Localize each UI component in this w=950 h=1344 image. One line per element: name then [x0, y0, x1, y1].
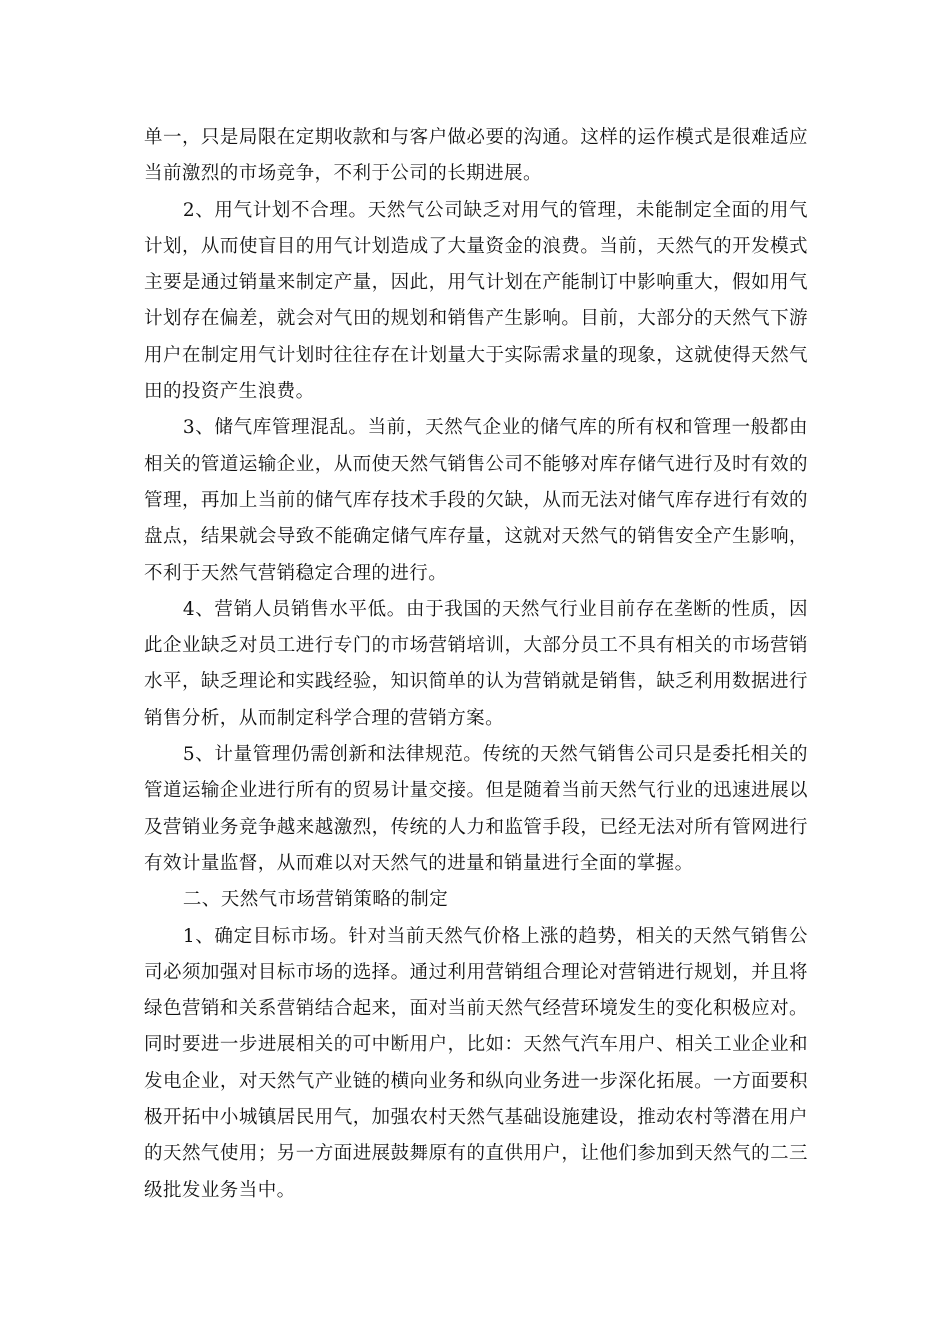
paragraph-target-market: 1、确定目标市场。针对当前天然气价格上涨的趋势，相关的天然气销售公司必须加强对目标市场的选择。通过利用营销组合理论对营销进行规划，并且将绿色营销和关系营销结合起来，面对当前天然气经营环境发生的变化积极应对。同时要进一步进展相关的可中断用户，比如：天然气汽车用户、相关工业企业和发电企业，对天然气产业链的横向业务和纵向业务进一步深化拓展。一方面要积极开拓中小城镇居民用气，加强农村天然气基础设施建设，推动农村等潜在用户的天然气使用；另一方面进展鼓舞原有的直供用户，让他们参加到天然气的二三级批发业务当中。 [144, 925, 808, 1201]
paragraph-metering-management: 5、计量管理仍需创新和法律规范。传统的天然气销售公司只是委托相关的管道运输企业进行所有的贸易计量交接。但是随着当前天然气行业的迅速进展以及营销业务竞争越来越激烈，传统的人力和监管手段，已经无法对所有管网进行有效计量监督，从而难以对天然气的进量和销量进行全面的掌握。 [144, 744, 808, 874]
document-body [144, 120, 808, 1209]
paragraph-continuation: 单一，只是局限在定期收款和与客户做必要的沟通。这样的运作模式是很难适应当前激烈的市场竞争，不利于公司的长期进展。 [144, 127, 808, 185]
paragraph-storage-management: 3、储气库管理混乱。当前，天然气企业的储气库的所有权和管理一般都由相关的管道运输企业，从而使天然气销售公司不能够对库存储气进行及时有效的管理，再加上当前的储气库存技术手段的欠缺，从而无法对储气库存进行有效的盘点，结果就会导致不能确定储气库存量，这就对天然气的销售安全产生影响，不利于天然气营销稳定合理的进行。 [144, 417, 808, 584]
paragraph-gas-plan: 2、用气计划不合理。天然气公司缺乏对用气的管理，未能制定全面的用气计划，从而使盲目的用气计划造成了大量资金的浪费。当前，天然气的开发模式主要是通过销量来制定产量，因此，用气计划在产能制订中影响重大，假如用气计划存在偏差，就会对气田的规划和销售产生影响。目前，大部分的天然气下游用户在制定用气计划时往往存在计划量大于实际需求量的现象，这就使得天然气田的投资产生浪费。 [144, 199, 808, 403]
paragraph-sales-staff: 4、营销人员销售水平低。由于我国的天然气行业目前存在垄断的性质，因此企业缺乏对员工进行专门的市场营销培训，大部分员工不具有相关的市场营销水平，缺乏理论和实践经验，知识简单的认为营销就是销售，缺乏利用数据进行销售分析，从而制定科学合理的营销方案。 [144, 598, 808, 729]
section-heading-marketing-strategy: 二、天然气市场营销策略的制定 [182, 889, 449, 911]
